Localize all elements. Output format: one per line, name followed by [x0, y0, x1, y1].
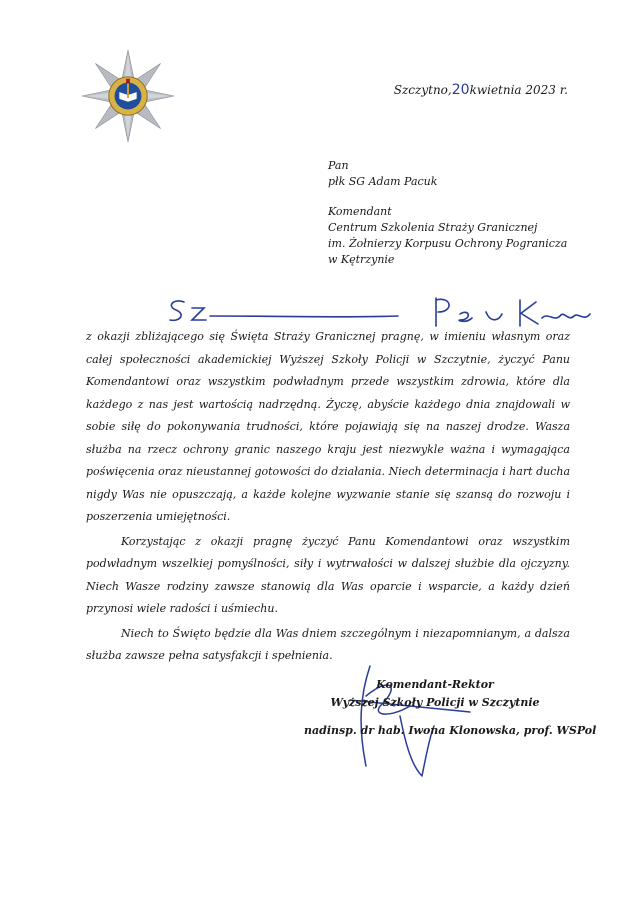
recipient-institution: Centrum Szkolenia Straży Granicznej	[328, 221, 538, 234]
body-paragraph-2: Korzystając z okazji pragnę życzyć Panu Komendantowi oraz wszystkim podwładnym wszelkiej pomyślności, siły i wytrwałości w dalszej służbie dla ojczyzny. Niech Wasze rodziny zawsze stanowią dla Was oparcie i wsparcie, a każdy dzień przynosi wiele radości i uśmiechu.	[86, 534, 570, 615]
recipient-name: płk SG Adam Pacuk	[328, 175, 438, 188]
signatory-role: Komendant-Rektor	[376, 678, 494, 691]
date-prefix: Szczytno,	[393, 83, 452, 97]
date-day: 20	[451, 82, 470, 98]
recipient-title: Komendant	[328, 205, 392, 218]
letter-body	[86, 326, 570, 668]
signatory-name: nadinsp. dr hab. Iwona Klonowska, prof. WSPol	[304, 724, 597, 737]
body-paragraph-1: z okazji zbliżającego się Święta Straży Granicznej pragnę, w imieniu własnym oraz całej społeczności akademickiej Wyższej Szkoły Policji w Szczytnie, życzyć Panu Komendantowi oraz wszystkim podwładnym przede wszystkim zdrowia, które dla każdego z nas jest wartością nadrzędną. Życzę, abyście każdego dnia znajdowali w sobie siłę do pokonywania trudności, które pojawiają się na naszej drodze. Wasza służba na rzecz ochrony granic naszego kraju jest niezwykle ważna i wymagająca poświęcenia oraz nieustannej gotowości do działania. Niech determinacja i hart ducha nigdy Was nie opuszczają, a każde kolejne wyzwanie stanie się szansą do rozwoju i poszerzenia umiejętności.	[86, 330, 570, 523]
body-paragraph-3: Niech to Święto będzie dla Was dniem szczególnym i niezapomnianym, a dalsza służba zawsze pełna satysfakcji i spełnienia.	[86, 626, 570, 662]
date-suffix: kwietnia 2023 r.	[469, 83, 568, 97]
recipient-block	[328, 158, 567, 268]
recipient-institution-patron: im. Żołnierzy Korpusu Ochrony Pogranicza	[328, 237, 568, 250]
police-academy-emblem	[80, 48, 176, 144]
signature-block	[304, 676, 597, 740]
signatory-institution: Wyższej Szkoły Policji w Szczytnie	[330, 696, 540, 709]
letter-date	[394, 82, 568, 98]
recipient-salutation: Pan	[328, 159, 349, 172]
recipient-location: w Kętrzynie	[328, 253, 395, 266]
